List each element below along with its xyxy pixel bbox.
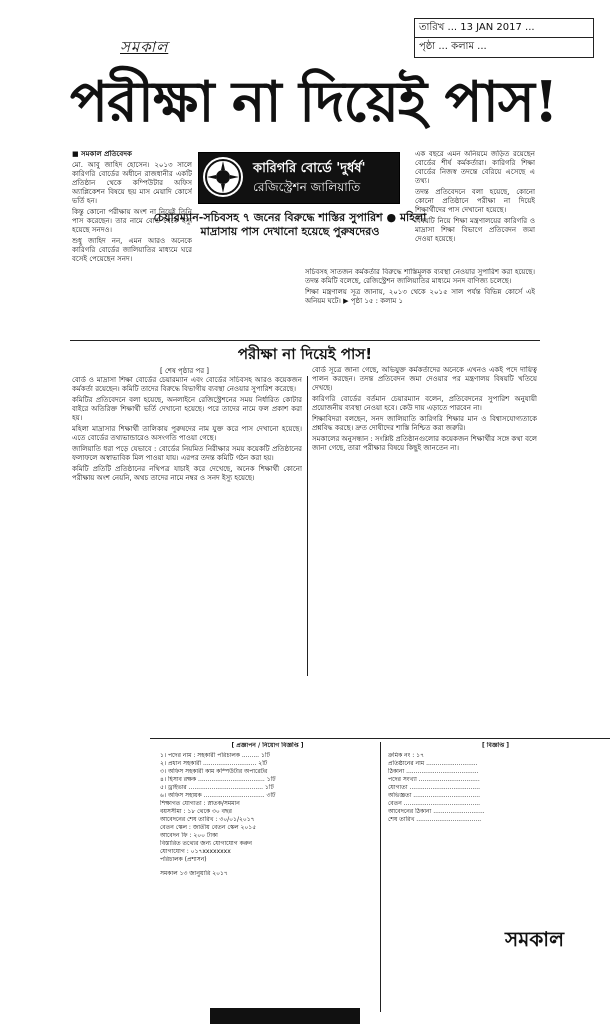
jump-paragraph: সমকালের অনুসন্ধান : সংশ্লিষ্ট প্রতিষ্ঠানগুলোর কয়েকজন শিক্ষার্থীর সঙ্গে কথা বলে জানা গেছে, তারা পরীক্ষার বিষয়ে কিছুই জানতেন না। — [312, 435, 537, 452]
bottom-bar — [210, 1008, 360, 1024]
listing-line: প্রতিষ্ঠানের নাম ........................... — [388, 760, 478, 767]
date-line: তারিখ ... 13 JAN 2017 ... — [415, 19, 593, 38]
jump-paragraph: কমিটির প্রতিবেদনে বলা হয়েছে, অনলাইনে রেজিস্ট্রেশনের সময় নির্ধারিত কোটার বাইরে অতিরিক্ত শিক্ষার্থী ভর্তি দেখানো হয়েছে। পরে তাদের নামে ফল প্রকাশ করা হয়। — [72, 396, 302, 422]
left-column — [72, 150, 192, 340]
listing-line: বয়সসীমা : ১৮ থেকে ৩০ বছর — [160, 808, 232, 815]
listing-top-rule — [150, 738, 610, 739]
stamp-logo: সমকাল — [505, 927, 565, 951]
subdeck: চেয়ারম্যান-সচিবসহ ৭ জনের বিরুদ্ধে শাস্তির সুপারিশ ● মহিলা মাদ্রাসায় পাস দেখানো হয়েছে পুরুষদেরও — [153, 211, 427, 238]
jump-paragraph: বোর্ড সূত্রে জানা গেছে, অভিযুক্ত কর্মকর্তাদের অনেকে এখনও একই পদে দায়িত্ব পালন করছেন। তদন্ত প্রতিবেদন জমা দেওয়ার পর মন্ত্রণালয় বিষয়টি খতিয়ে দেখছে। — [312, 366, 537, 392]
listing-line: ২। প্রধান সহকারী ............................ ২টি — [160, 760, 268, 767]
listing-footer: সমকাল ১৩ জানুয়ারি ২০১৭ — [160, 870, 228, 877]
highlight-banner — [198, 152, 400, 204]
banner-line-2: রেজিস্ট্রেশন জালিয়াতি — [253, 180, 361, 194]
board-emblem-icon — [203, 157, 243, 197]
jump-paragraph: কারিগরি বোর্ডের বর্তমান চেয়ারম্যান বলেন, প্রতিবেদনের সুপারিশ অনুযায়ী প্রয়োজনীয় ব্যবস্থা নেওয়া হবে। কেউ দায় এড়াতে পারবেন না। — [312, 395, 537, 412]
masthead-logo: সমকাল — [120, 38, 169, 56]
listing-line: বিস্তারিত তথ্যের জন্য যোগাযোগ করুন — [160, 840, 253, 847]
listing-line: ৪। হিসাব রক্ষক ................................... ১টি — [160, 776, 276, 783]
headline: পরীক্ষা না দিয়েই পাস! — [70, 69, 558, 135]
jump-paragraph: জালিয়াতি ধরা পড়ে যেভাবে : বোর্ডের নিয়মিত নিরীক্ষার সময় কয়েকটি প্রতিষ্ঠানের ফলাফলে অস্বাভাবিক মিল পাওয়া যায়। এরপর তদন্ত কমিটি গঠন করা হয়। — [72, 445, 302, 462]
listing-line: পদের সংখ্যা ................................ — [388, 776, 480, 783]
middle-paragraph: সচিবসহ সাতজন কর্মকর্তার বিরুদ্ধে শাস্তিমূলক ব্যবস্থা নেওয়ার সুপারিশ করা হয়েছে। তদন্ত কমিটি বলেছে, রেজিস্ট্রেশন জালিয়াতির মাধ্যমে সনদ বাণিজ্য চলেছে। — [305, 268, 535, 285]
jump-left-column — [72, 376, 302, 678]
left-paragraph: কিন্তু কোনো পরীক্ষায় অংশ না নিয়েই তিনি পাস করেছেন। তার নামে বোর্ড থেকে ইস্যু হয়েছে সনদও। — [72, 208, 192, 234]
left-paragraph: শুধু জাহিদ নন, এমন আরও অনেকে কারিগরি বোর্ডের জালিয়াতির মাধ্যমে ঘরে বসেই পেয়েছেন সনদ। — [72, 237, 192, 263]
listing-line: বেতন স্কেল : জাতীয় বেতন স্কেল ২০১৫ — [160, 824, 257, 831]
middle-paragraph: শিক্ষা মন্ত্রণালয় সূত্র জানায়, ২০১৩ থেকে ২০১৫ সাল পর্যন্ত বিভিন্ন কোর্সে এই অনিয়ম ঘটে। ▶ পৃষ্ঠা ১৫ : কলাম ১ — [305, 288, 535, 305]
right-column — [415, 150, 535, 265]
listing-divider — [380, 742, 381, 1012]
jump-label: [ শেষ পৃষ্ঠার পর ] — [160, 367, 209, 375]
listing-line: যোগাযোগ : ০১৭xxxxxxxx — [160, 848, 231, 855]
jump-paragraph: বোর্ড ও মাদ্রাসা শিক্ষা বোর্ডের চেয়ারম্যান এবং বোর্ডের সচিবসহ আরও কয়েকজন কর্মকর্তা রয়েছেন। কমিটি তাদের বিরুদ্ধে বিভাগীয় ব্যবস্থা নেওয়ার সুপারিশ করেছে। — [72, 376, 302, 393]
listing-line: শেষ তারিখ .................................. — [388, 816, 482, 823]
byline: ■ সমকাল প্রতিবেদক — [72, 150, 132, 158]
listing-line: আবেদন ফি : ২০০ টাকা — [160, 832, 218, 839]
right-paragraph: এক বছরে এমন অনিয়মে জড়িত রয়েছেন বোর্ডের শীর্ষ কর্মকর্তারা। কারিগরি শিক্ষা বোর্ডের নিজস্ব তদন্তে বেরিয়ে এসেছে এ তথ্য। — [415, 150, 535, 185]
left-paragraph: মো. আবু জাহিদ হোসেন। ২০১৩ সালে কারিগরি বোর্ডের অধীনে রাজধানীর একটি প্রতিষ্ঠান থেকে কম্পিউটার অফিস অ্যাপ্লিকেশন বিষয়ে ছয় মাস মেয়াদি কোর্সে ভর্তি হন। — [72, 161, 192, 205]
jump-paragraph: মহিলা মাদ্রাসার শিক্ষার্থী তালিকায় পুরুষদের নাম যুক্ত করে পাস দেখানো হয়েছে। এতে বোর্ডের তথ্যভান্ডারেও অসংগতি পাওয়া গেছে। — [72, 425, 302, 442]
listing-line: যোগ্যতা ..................................... — [388, 784, 481, 791]
listing-line: ক্রমিক নং : ১৭ — [388, 752, 424, 759]
listing-heading-right: [ বিজ্ঞপ্তি ] — [481, 742, 510, 749]
middle-strip — [305, 268, 535, 336]
right-paragraph: বিষয়টি নিয়ে শিক্ষা মন্ত্রণালয়ের কারিগরি ও মাদ্রাসা শিক্ষা বিভাগে প্রতিবেদন জমা দেওয়া হয়েছে। — [415, 217, 535, 243]
divider — [70, 340, 540, 341]
listing-right — [388, 742, 603, 922]
page-line: পৃষ্ঠা ... কলাম ... — [419, 41, 487, 52]
jump-headline: পরীক্ষা না দিয়েই পাস! — [237, 345, 373, 363]
jump-right-column — [312, 366, 537, 678]
listing-line: আবেদনের ঠিকানা ........................... — [388, 808, 485, 815]
listing-line: ৩। অফিস সহকারী কাম কম্পিউটার অপারেটর — [160, 768, 268, 775]
listing-line: পরিচালক (প্রশাসন) — [160, 856, 207, 863]
date-box — [414, 18, 594, 58]
jump-paragraph: শিক্ষাবিদরা বলছেন, সনদ জালিয়াতি কারিগরি শিক্ষার মান ও বিশ্বাসযোগ্যতাকে প্রশ্নবিদ্ধ করছে। দ্রুত দোষীদের শাস্তি নিশ্চিত করা জরুরি। — [312, 415, 537, 432]
banner-line-1: কারিগরি বোর্ডে 'দুর্ধর্ষ' — [253, 161, 366, 176]
listing-heading-left: [ প্রজ্ঞাপন / নিয়োগ বিজ্ঞপ্তি ] — [231, 742, 304, 749]
listing-left — [160, 742, 375, 1012]
listing-line: বেতন ........................................ — [388, 800, 481, 807]
listing-line: ১। পদের নাম : সহকারী পরিচালক ......... ১টি — [160, 752, 270, 759]
listing-line: অভিজ্ঞতা ................................... — [388, 792, 481, 799]
listing-line: ঠিকানা ...................................... — [388, 768, 479, 775]
column-divider — [307, 376, 308, 676]
jump-paragraph: কমিটি প্রতিটি প্রতিষ্ঠানের নথিপত্র যাচাই করে দেখেছে, অনেক শিক্ষার্থী কোনো পরীক্ষায় অংশ নেয়নি, অথচ তাদের নামে নম্বর ও সনদ ইস্যু হয়েছে। — [72, 465, 302, 482]
listing-line: শিক্ষাগত যোগ্যতা : স্নাতক/সমমান — [160, 800, 240, 807]
listing-line: ৬। অফিস সহায়ক ................................ ৩টি — [160, 792, 276, 799]
listing-line: আবেদনের শেষ তারিখ : ৩০/০১/২০১৭ — [160, 816, 255, 823]
listing-line: ৫। ড্রাইভার ....................................... ১টি — [160, 784, 274, 791]
right-paragraph: তদন্ত প্রতিবেদনে বলা হয়েছে, কোনো কোনো প্রতিষ্ঠানে পরীক্ষা না দিয়েই শিক্ষার্থীদের পাস দেখানো হয়েছে। — [415, 188, 535, 214]
